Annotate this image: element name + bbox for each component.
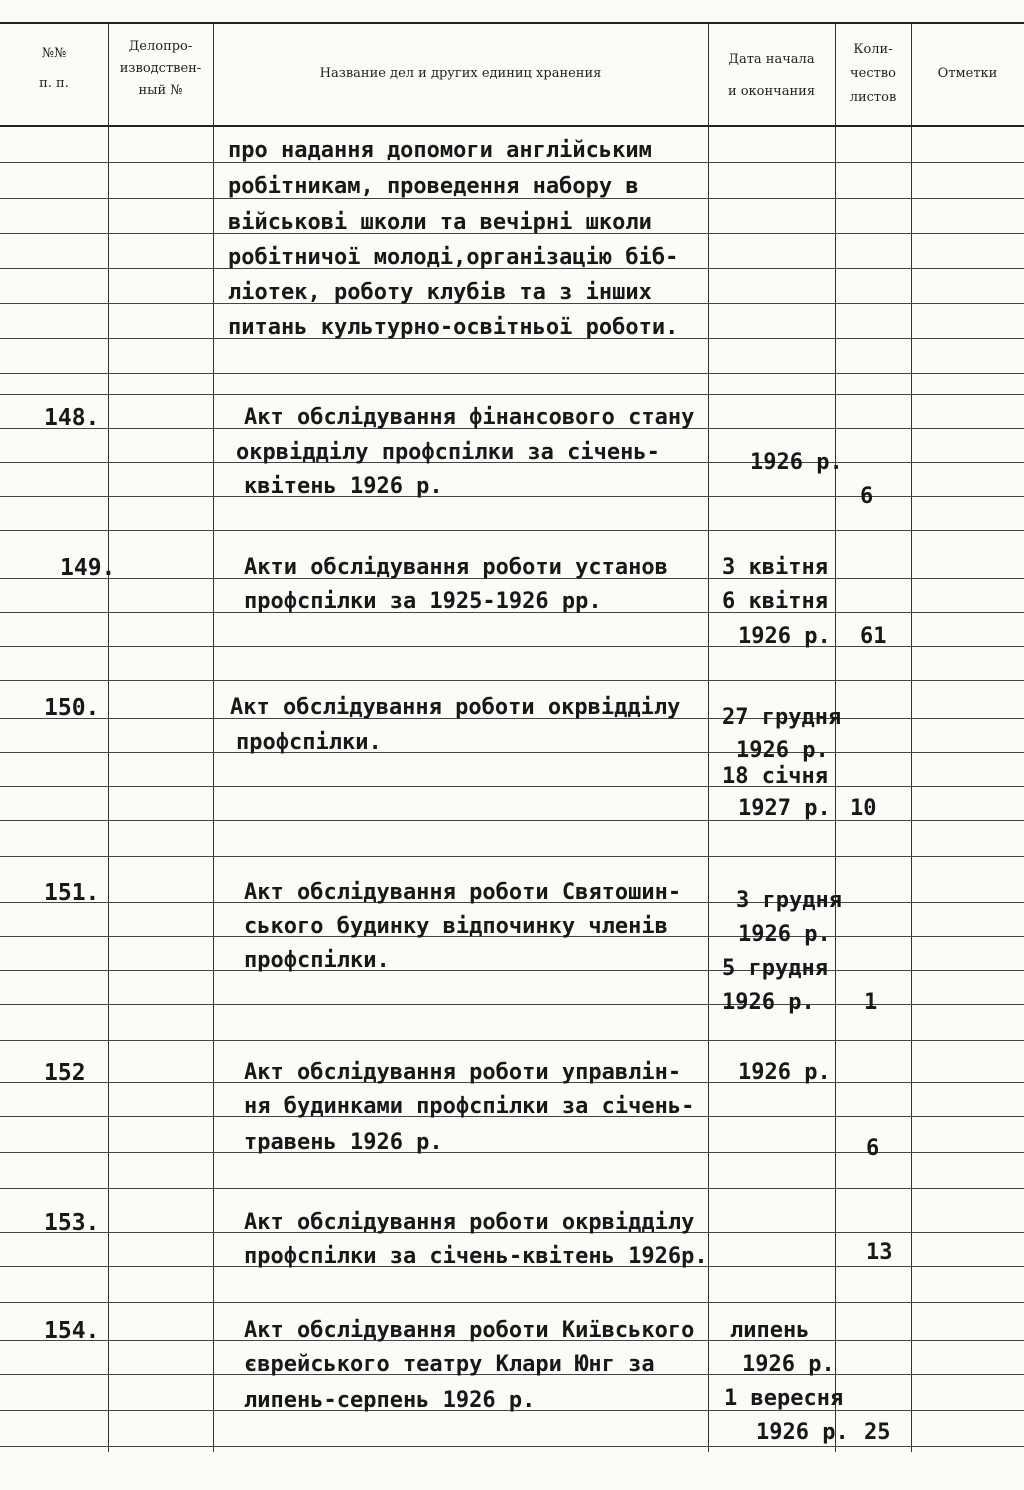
header-col-office-number [108, 36, 213, 102]
entry-title-line: окрвідділу профспілки за січень- [236, 440, 660, 465]
intro-line: ліотек, роботу клубів та з інших [228, 280, 652, 305]
entry-date: 1926 р. [736, 738, 829, 763]
entry-sheet-count: 10 [850, 796, 877, 821]
entry-date: 1926 р. [756, 1420, 849, 1445]
entry-date: 3 грудня [736, 888, 842, 913]
header-bottom-rule [0, 125, 1024, 127]
header-number-line-2: п. п. [39, 76, 69, 91]
ruled-line [0, 786, 1024, 787]
entry-title-line: єврейського театру Клари Юнг за [244, 1352, 655, 1377]
header-col-number [0, 42, 108, 96]
column-rule [911, 22, 912, 1452]
entry-date: 1926 р. [738, 922, 831, 947]
entry-date: 5 грудня [722, 956, 828, 981]
entry-title-line: квітень 1926 р. [244, 474, 443, 499]
header-count-line-3: листов [849, 90, 897, 105]
entry-date: липень [730, 1318, 810, 1343]
header-dates-line-1: Дата начала [728, 52, 815, 67]
entry-sheet-count: 6 [860, 484, 874, 509]
entry-title-line: Акт обслідування роботи управлін- [244, 1060, 682, 1085]
ruled-line [0, 680, 1024, 681]
entry-number: 151. [44, 880, 100, 906]
entry-date: 3 квітня [722, 555, 828, 580]
entry-sheet-count: 1 [864, 990, 878, 1015]
column-rule [835, 22, 836, 1452]
header-number-line-1: №№ [41, 46, 67, 61]
entry-date: 1927 р. [738, 796, 831, 821]
entry-date: 1926 р. [722, 990, 815, 1015]
entry-title-line: Акт обслідування роботи Київського [244, 1318, 695, 1343]
column-rule [708, 22, 709, 1452]
entry-date: 1926 р. [750, 450, 843, 475]
ruled-line [0, 1446, 1024, 1447]
entry-number: 149. [60, 555, 116, 581]
header-col-count [835, 38, 911, 110]
table-top-rule [0, 22, 1024, 24]
header-office-line-2: изводствен- [119, 61, 202, 76]
entry-number: 150. [44, 695, 100, 721]
entry-title-line: профспілки за 1925-1926 рр. [244, 589, 602, 614]
entry-number: 154. [44, 1318, 100, 1344]
entry-date: 6 квітня [722, 589, 828, 614]
entry-title-line: профспілки. [244, 948, 390, 973]
header-col-title: Название дел и других единиц хранения [319, 66, 602, 81]
entry-title-line: травень 1926 р. [244, 1130, 443, 1155]
intro-line: військові школи та вечірні школи [228, 210, 652, 235]
entry-number: 152 [44, 1060, 86, 1086]
intro-line: робітникам, проведення набору в [228, 174, 639, 199]
entry-date: 1926 р. [742, 1352, 835, 1377]
entry-title-line: профспілки за січень-квітень 1926р. [244, 1244, 708, 1269]
entry-title-line: Акт обслідування роботи окрвідділу [230, 695, 681, 720]
entry-date: 27 грудня [722, 705, 842, 730]
ruled-line [0, 1188, 1024, 1189]
header-count-line-2: чество [850, 66, 896, 81]
entry-number: 148. [44, 405, 100, 431]
intro-line: питань культурно-освітньої роботи. [228, 315, 679, 340]
entry-sheet-count: 6 [866, 1136, 880, 1161]
entry-title-line: ського будинку відпочинку членів [244, 914, 668, 939]
header-dates-line-2: и окончания [727, 84, 816, 99]
intro-line: робітничої молоді,організацію біб- [228, 245, 679, 270]
entry-title-line: Акт обслідування роботи окрвідділу [244, 1210, 695, 1235]
entry-sheet-count: 13 [866, 1240, 893, 1265]
entry-sheet-count: 25 [864, 1420, 891, 1445]
column-rule [213, 22, 214, 1452]
ruled-line [0, 752, 1024, 753]
header-col-dates [708, 44, 835, 108]
entry-title-line: профспілки. [236, 730, 382, 755]
entry-date: 1 вересня [724, 1386, 844, 1411]
entry-title-line: ня будинками профспілки за січень- [244, 1094, 695, 1119]
entry-title-line: липень-серпень 1926 р. [244, 1388, 536, 1413]
header-office-line-3: ный № [138, 83, 183, 98]
entry-sheet-count: 61 [860, 624, 887, 649]
entry-date: 18 січня [722, 764, 828, 789]
header-count-line-1: Коли- [853, 42, 893, 57]
entry-title-line: Акт обслідування роботи Святошин- [244, 880, 682, 905]
ruled-line [0, 1040, 1024, 1041]
entry-title-line: Акти обслідування роботи установ [244, 555, 668, 580]
entry-number: 153. [44, 1210, 100, 1236]
entry-title-line: Акт обслідування фінансового стану [244, 405, 695, 430]
entry-date: 1926 р. [738, 624, 831, 649]
ruled-line [0, 856, 1024, 857]
entry-date: 1926 р. [738, 1060, 831, 1085]
ruled-line [0, 394, 1024, 395]
ruled-line [0, 373, 1024, 374]
ruled-line [0, 530, 1024, 531]
column-rule [108, 22, 109, 1452]
header-col-notes: Отметки [937, 66, 998, 81]
ruled-line [0, 970, 1024, 971]
ruled-line [0, 1302, 1024, 1303]
intro-line: про надання допомоги англійським [228, 138, 652, 163]
header-office-line-1: Делопро- [128, 39, 193, 54]
